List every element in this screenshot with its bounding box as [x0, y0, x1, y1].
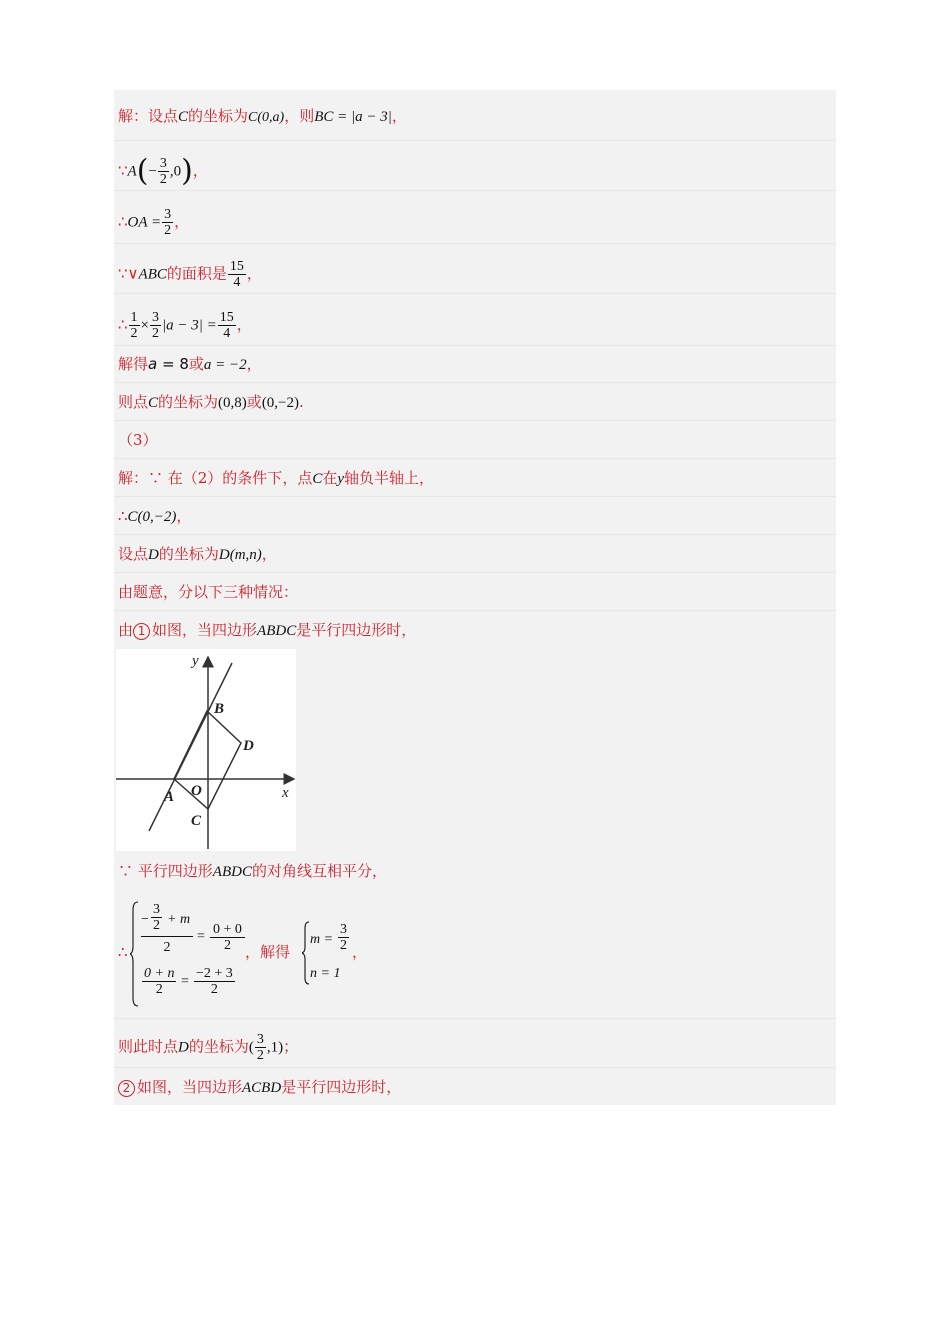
separator: [114, 1067, 836, 1068]
separator: [114, 534, 836, 535]
separator: [114, 1018, 836, 1019]
coordinate-diagram: [116, 649, 296, 851]
solution-m: m = $\frac{3}{2}$: [310, 922, 347, 953]
solution-line-7: 则点C的坐标为(0,8)或(0,−2).: [118, 393, 304, 411]
point-a-label: A: [164, 789, 175, 805]
point-d-label: D: [243, 738, 254, 754]
solution-line-9: 解：∵ 在（2）的条件下，点C在y轴负半轴上，: [118, 469, 435, 487]
solution-line-12: 由题意，分以下三种情况：: [118, 583, 299, 601]
solution-line-11: 设点D的坐标为D(m,n)，: [118, 545, 277, 563]
point-b-label: B: [214, 701, 225, 717]
left-brace: [130, 900, 140, 1008]
separator: [114, 420, 836, 421]
separator: [114, 572, 836, 573]
separator: [114, 190, 836, 191]
y-axis-label: y: [192, 653, 199, 669]
part-3-label: （3）: [118, 431, 158, 449]
solution-line-1: 解：设点C的坐标为C(0,a)，则BC = |a − 3|，: [118, 107, 407, 125]
circled-number-icon: 1: [133, 623, 150, 640]
separator: [114, 458, 836, 459]
separator: [114, 243, 836, 244]
origin-label: O: [191, 783, 202, 799]
x-axis-label: x: [282, 785, 289, 801]
solution-line-4: ∵∨ABC的面积是 $\frac{15}{4}$ ，: [118, 259, 262, 290]
separator: [114, 496, 836, 497]
circled-number-icon: 2: [118, 1080, 135, 1097]
therefore-symbol: ∴: [118, 943, 128, 961]
parallelogram-figure: [116, 649, 296, 851]
point-c-label: C: [191, 813, 202, 829]
separator: [114, 140, 836, 141]
solution-line-5: ∴ $\frac{1}{2}$ × $\frac{3}{2}$ |a − 3| = $\frac{15}{4}$ ，: [118, 310, 252, 341]
separator: [114, 345, 836, 346]
line-ab: [149, 663, 232, 831]
solution-line-16: 则此时点D的坐标为( $\frac{3}{2}$ ,1)；: [118, 1032, 299, 1063]
solution-line-6: 解得a = 8或a = −2，: [118, 355, 262, 373]
separator: [114, 610, 836, 611]
separator: [114, 382, 836, 383]
right-brace: [302, 920, 310, 986]
solution-line-14: ∵ 平行四边形ABDC的对角线互相平分，: [118, 862, 387, 880]
solution-line-3: ∴OA = $\frac{3}{2}$ ，: [118, 207, 190, 238]
solve-text: ，解得: [245, 943, 291, 961]
case-2-heading: 2 如图，当四边形ACBD是平行四边形时，: [118, 1077, 401, 1098]
case-1-heading: 由 1 如图，当四边形ABDC是平行四边形时，: [118, 621, 417, 639]
solution-n: n = 1: [310, 966, 341, 981]
solution-line-2: ∵A(− $\frac{3}{2}$ ,0)，: [118, 153, 208, 189]
solution-line-10: ∴C(0,−2)，: [118, 507, 192, 525]
separator: [114, 293, 836, 294]
equation-row-2: $\frac{0 + n}{2}$ = $\frac{-2 + 3}{2}$: [144, 966, 233, 997]
equation-row-1: − $\frac{3}{2}$ + m 2 = $\frac{0 + 0}{2}$: [141, 902, 261, 962]
comma: ，: [352, 943, 368, 961]
